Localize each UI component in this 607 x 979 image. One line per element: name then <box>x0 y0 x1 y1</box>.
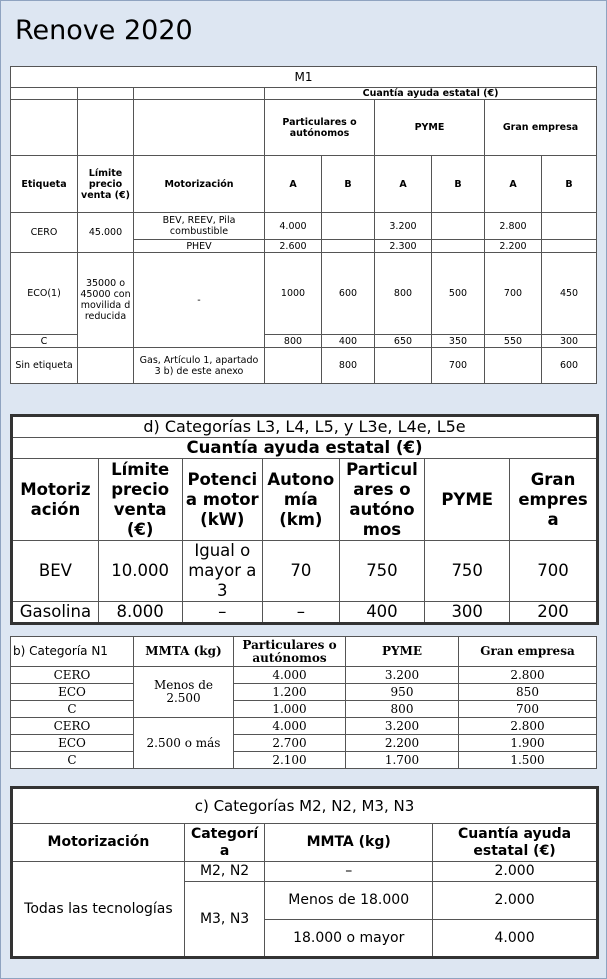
m1-cell: 550 <box>485 335 542 348</box>
tablec-cell: – <box>265 862 433 882</box>
tableb-cell: ECO <box>11 735 134 752</box>
tableb-cell: ECO <box>11 684 134 701</box>
m1-cell: 2.800 <box>485 213 542 240</box>
m1-cuantia: Cuantía ayuda estatal (€) <box>265 88 597 100</box>
tabled-header: Autono mía (km) <box>263 459 339 541</box>
m1-cell: 4.000 <box>265 213 322 240</box>
tabled-cell: 8.000 <box>98 602 182 624</box>
tabled-header: Límite precio venta (€) <box>98 459 182 541</box>
tablec-cell: 2.000 <box>433 882 598 920</box>
m1-cell: 2.600 <box>265 240 322 253</box>
m1-cell: 650 <box>375 335 432 348</box>
tableb-cell: 850 <box>459 684 597 701</box>
m1-h-b: B <box>432 156 485 213</box>
tableb-cell: 2.800 <box>459 718 597 735</box>
tableb-cell: 3.200 <box>346 718 459 735</box>
m1-title: M1 <box>11 67 597 88</box>
m1-cell <box>375 348 432 384</box>
m1-cell <box>542 240 597 253</box>
tableb-cell: 950 <box>346 684 459 701</box>
m1-h-motor: Motorización <box>134 156 265 213</box>
m1-cell: 400 <box>322 335 375 348</box>
m1-group-pyme: PYME <box>375 100 485 156</box>
tablec-cat: M3, N3 <box>184 882 264 958</box>
m1-etiqueta: C <box>11 335 78 348</box>
m1-cell: 600 <box>322 253 375 335</box>
m1-limite: 35000 o 45000 con movilida d reducida <box>78 253 134 348</box>
tabled-header: Motoriz ación <box>12 459 99 541</box>
tableb-header: MMTA (kg) <box>134 637 234 667</box>
tableb-cell: 2.100 <box>234 752 346 769</box>
tableb-header: Particulares o autónomos <box>234 637 346 667</box>
tableb-header: Gran empresa <box>459 637 597 667</box>
m1-cell: 2.300 <box>375 240 432 253</box>
tabled-cell: 700 <box>510 541 598 602</box>
m1-cell <box>432 213 485 240</box>
tableb-cell: C <box>11 701 134 718</box>
m1-h-a: A <box>485 156 542 213</box>
m1-cell: 500 <box>432 253 485 335</box>
tabled-cell: 400 <box>339 602 425 624</box>
tableb-mmta: 2.500 o más <box>134 718 234 769</box>
tableb-cell: 1.000 <box>234 701 346 718</box>
tabled-cell: BEV <box>12 541 99 602</box>
m1-blank <box>134 88 265 100</box>
tabled-cell: – <box>263 602 339 624</box>
table-m1 <box>10 66 597 384</box>
m1-cell <box>432 240 485 253</box>
m1-cell: 600 <box>542 348 597 384</box>
m1-cell: 800 <box>375 253 432 335</box>
tabled-title: d) Categorías L3, L4, L5, y L3e, L4e, L5e <box>12 416 598 438</box>
tabled-header: Potenci a motor (kW) <box>182 459 263 541</box>
tabled-header: Particul ares o autóno mos <box>339 459 425 541</box>
tableb-cell: 2.700 <box>234 735 346 752</box>
tabled-cell: 300 <box>425 602 510 624</box>
tableb-cell: 1.700 <box>346 752 459 769</box>
tablec-cat: M2, N2 <box>184 862 264 882</box>
m1-cell: 800 <box>265 335 322 348</box>
m1-group-particulares: Particulares o autónomos <box>265 100 375 156</box>
tabled-cell: 10.000 <box>98 541 182 602</box>
table-categoria-n1 <box>10 636 597 769</box>
table-categoria-l <box>10 414 599 625</box>
m1-h-b: B <box>542 156 597 213</box>
tabled-cell: – <box>182 602 263 624</box>
m1-cell <box>485 348 542 384</box>
tableb-cell: 1.900 <box>459 735 597 752</box>
tableb-cell: 3.200 <box>346 667 459 684</box>
tablec-cell: 2.000 <box>433 862 598 882</box>
m1-h-etiqueta: Etiqueta <box>11 156 78 213</box>
m1-cell: 450 <box>542 253 597 335</box>
m1-blank <box>134 100 265 156</box>
m1-cell: 700 <box>432 348 485 384</box>
tablec-header: Motorización <box>12 824 185 862</box>
tablec-header: Cuantía ayuda estatal (€) <box>433 824 598 862</box>
m1-motor: PHEV <box>134 240 265 253</box>
tabled-cell: 750 <box>425 541 510 602</box>
m1-h-a: A <box>375 156 432 213</box>
m1-cell: 300 <box>542 335 597 348</box>
tableb-cell: 4.000 <box>234 667 346 684</box>
m1-cell: 2.200 <box>485 240 542 253</box>
m1-motor: Gas, Artículo 1, apartado 3 b) de este anexo <box>134 348 265 384</box>
m1-cell <box>322 213 375 240</box>
tablec-header: MMTA (kg) <box>265 824 433 862</box>
m1-h-b: B <box>322 156 375 213</box>
m1-blank <box>78 88 134 100</box>
tablec-header: Categorí a <box>184 824 264 862</box>
m1-cell: 700 <box>485 253 542 335</box>
m1-motor: BEV, REEV, Pila combustible <box>134 213 265 240</box>
tableb-mmta: Menos de 2.500 <box>134 667 234 718</box>
tableb-header: PYME <box>346 637 459 667</box>
m1-group-gran: Gran empresa <box>485 100 597 156</box>
m1-limite <box>78 348 134 384</box>
m1-motor: - <box>134 253 265 348</box>
tableb-cell: 2.200 <box>346 735 459 752</box>
m1-h-a: A <box>265 156 322 213</box>
tabled-cell: 750 <box>339 541 425 602</box>
tablec-cell: 18.000 o mayor <box>265 920 433 958</box>
m1-cell <box>265 348 322 384</box>
tableb-cell: CERO <box>11 718 134 735</box>
tabled-cuantia: Cuantía ayuda estatal (€) <box>12 438 598 459</box>
m1-etiqueta: ECO(1) <box>11 253 78 335</box>
m1-h-limite: Límite precio venta (€) <box>78 156 134 213</box>
m1-blank <box>11 100 78 156</box>
tablec-title: c) Categorías M2, N2, M3, N3 <box>12 788 598 824</box>
tabled-cell: Gasolina <box>12 602 99 624</box>
m1-blank <box>78 100 134 156</box>
m1-cell: 800 <box>322 348 375 384</box>
tablec-cell: Menos de 18.000 <box>265 882 433 920</box>
tablec-cell: 4.000 <box>433 920 598 958</box>
tablec-motor: Todas las tecnologías <box>12 862 185 958</box>
tabled-header: Gran empres a <box>510 459 598 541</box>
m1-etiqueta: Sin etiqueta <box>11 348 78 384</box>
table-categoria-m2n2 <box>10 786 599 959</box>
tableb-cell: 800 <box>346 701 459 718</box>
m1-cell: 3.200 <box>375 213 432 240</box>
tableb-cell: 1.200 <box>234 684 346 701</box>
tableb-cell: CERO <box>11 667 134 684</box>
m1-blank <box>11 88 78 100</box>
tabled-cell: Igual o mayor a 3 <box>182 541 263 602</box>
page-title: Renove 2020 <box>15 15 193 46</box>
m1-cell <box>322 240 375 253</box>
m1-limite: 45.000 <box>78 213 134 253</box>
tableb-cell: 700 <box>459 701 597 718</box>
tabled-header: PYME <box>425 459 510 541</box>
tabled-cell: 70 <box>263 541 339 602</box>
tabled-cell: 200 <box>510 602 598 624</box>
tableb-cell: 2.800 <box>459 667 597 684</box>
m1-etiqueta: CERO <box>11 213 78 253</box>
m1-cell <box>542 213 597 240</box>
m1-cell: 1000 <box>265 253 322 335</box>
tableb-cell: 4.000 <box>234 718 346 735</box>
tableb-cell: C <box>11 752 134 769</box>
tableb-header: b) Categoría N1 <box>11 637 134 667</box>
m1-cell: 350 <box>432 335 485 348</box>
tableb-cell: 1.500 <box>459 752 597 769</box>
